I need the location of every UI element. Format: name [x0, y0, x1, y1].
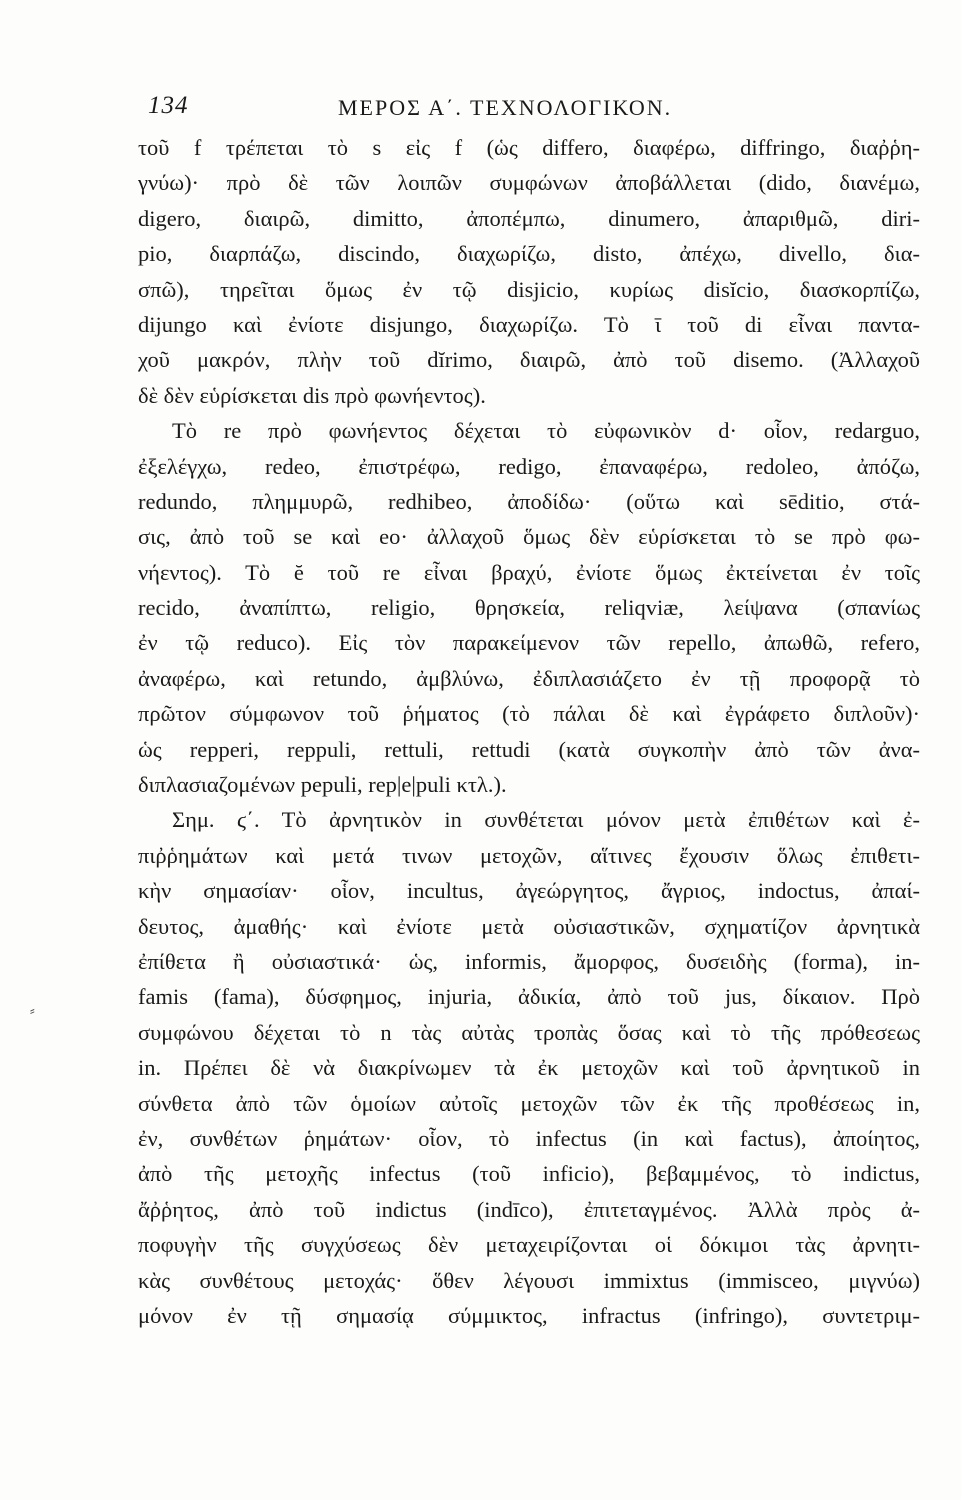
- text-line: ἀναφέρω, καὶ retundo, ἀμβλύνω, ἐδιπλασιάζετο ἐν τῇ προφορᾷ τὸ: [138, 665, 920, 691]
- page-number: 134: [148, 92, 189, 119]
- text-line: διπλασιαζομένων pepuli, rep|e|puli κτλ.).: [138, 772, 507, 798]
- text-line: σις, ἀπὸ τοῦ se καὶ eo· ἀλλαχοῦ ὅμως δὲν εὑρίσκεται τὸ se πρὸ φω-: [138, 524, 920, 550]
- text-line: ἐπίθετα ἢ οὐσιαστικά· ὡς, informis, ἄμορφος, δυσειδὴς (forma), in-: [138, 948, 920, 974]
- text-line: σύνθετα ἀπὸ τῶν ὁμοίων αὐτοῖς μετοχῶν τῶν ἐκ τῆς προθέσεως in,: [138, 1090, 920, 1116]
- text-line: ποφυγὴν τῆς συγχύσεως δὲν μεταχειρίζονται οἱ δόκιμοι τὰς ἀρνητι-: [138, 1232, 920, 1258]
- text-line: ἐξελέγχω, redeo, ἐπιστρέφω, redigo, ἐπαναφέρω, redoleo, ἀπόζω,: [138, 453, 920, 479]
- text-line: κὴν σημασίαν· οἷον, incultus, ἀγεώργητος, ἄγριος, indoctus, ἀπαί-: [138, 878, 920, 904]
- text-line: δὲ δὲν εὑρίσκεται dis πρὸ φωνήεντος).: [138, 382, 486, 408]
- text-line: famis (fama), δύσφημος, injuria, ἀδικία, ἀπὸ τοῦ jus, δίκαιον. Πρὸ: [138, 984, 920, 1010]
- text-line: συμφώνου δέχεται τὸ n τὰς αὐτὰς τροπὰς ὅσας καὶ τὸ τῆς πρόθεσεως: [138, 1019, 920, 1045]
- running-head: ΜΕΡΟΣ Α΄. ΤΕΧΝΟΛΟΓΙΚΟΝ.: [338, 95, 673, 120]
- text-line: δευτος, ἀμαθής· καὶ ἐνίοτε μετὰ οὐσιαστικῶν, σχηματίζον ἀρνητικὰ: [138, 913, 920, 939]
- text-line: ἀπὸ τῆς μετοχῆς infectus (τοῦ inficio), βεβαμμένος, τὸ indictus,: [138, 1161, 920, 1187]
- text-line: χοῦ μακρόν, πλὴν τοῦ dĭrimo, διαιρῶ, ἀπὸ τοῦ disemo. (Ἀλλαχοῦ: [138, 347, 920, 373]
- text-line: ἄῤῥητος, ἀπὸ τοῦ indictus (indīco), ἐπιτεταγμένος. Ἀλλὰ πρὸς ἀ-: [138, 1196, 920, 1222]
- text-line: σπῶ), τηρεῖται ὅμως ἐν τῷ disjicio, κυρίως disĭcio, διασκορπίζω,: [138, 276, 920, 302]
- text-line: ἐν τῷ reduco). Εἰς τὸν παρακείμενον τῶν repello, ἀπωθῶ, refero,: [138, 630, 920, 656]
- text-line: κὰς συνθέτους μετοχάς· ὅθεν λέγουσι immixtus (immisceo, μιγνύω): [138, 1267, 920, 1293]
- text-line: pio, διαρπάζω, discindo, διαχωρίζω, disto, ἀπέχω, divello, δια-: [138, 241, 920, 267]
- text-line: redundo, πλημμυρῶ, redhibeo, ἀποδίδω· (οὕτω καὶ sēditio, στά-: [138, 488, 920, 514]
- margin-mark: ⸗: [30, 1003, 35, 1019]
- text-line: μόνον ἐν τῇ σημασίᾳ σύμμικτος, infractus (infringo), συντετριμ-: [138, 1302, 920, 1328]
- text-line: ἐν, συνθέτων ῥημάτων· οἷον, τὸ infectus (in καὶ factus), ἀποίητος,: [138, 1125, 920, 1151]
- text-line: digero, διαιρῶ, dimitto, ἀποπέμπω, dinumero, ἀπαριθμῶ, diri-: [138, 205, 920, 231]
- text-line: γνύω)· πρὸ δὲ τῶν λοιπῶν συμφώνων ἀποβάλλεται (dido, διανέμω,: [138, 170, 920, 196]
- text-line: πρῶτον σύμφωνον τοῦ ῥήματος (τὸ πάλαι δὲ καὶ ἐγράφετο διπλοῦν)·: [138, 701, 920, 727]
- text-line: πιῤῥημάτων καὶ μετά τινων μετοχῶν, αἵτινες ἔχουσιν ὅλως ἐπιθετι-: [138, 842, 920, 868]
- text-line: τοῦ f τρέπεται τὸ s εἰς f (ὡς differo, διαφέρω, diffringo, διαῤῥη-: [138, 135, 920, 160]
- text-line: Σημ. ϛ΄. Τὸ ἀρνητικὸν in συνθέτεται μόνον μετὰ ἐπιθέτων καὶ ἐ-: [172, 807, 920, 833]
- text-line: ὡς repperi, reppuli, rettuli, rettudi (κατὰ συγκοπὴν ἀπὸ τῶν ἀνα-: [138, 736, 920, 762]
- text-line: in. Πρέπει δὲ νὰ διακρίνωμεν τὰ ἐκ μετοχῶν καὶ τοῦ ἀρνητικοῦ in: [138, 1055, 920, 1081]
- text-line: recido, ἀναπίπτω, religio, θρησκεία, reliqviæ, λείψανα (σπανίως: [138, 595, 920, 621]
- text-line: Τὸ re πρὸ φωνήεντος δέχεται τὸ εὐφωνικὸν d· οἷον, redarguo,: [172, 418, 920, 444]
- text-line: νήεντος). Τὸ ĕ τοῦ re εἶναι βραχύ, ἐνίοτε ὅμως ἐκτείνεται ἐν τοῖς: [138, 559, 920, 585]
- body-text: [138, 130, 920, 1333]
- page-header: [138, 92, 918, 132]
- text-line: dijungo καὶ ἐνίοτε disjungo, διαχωρίζω. Τὸ ῑ τοῦ di εἶναι παντα-: [138, 311, 920, 337]
